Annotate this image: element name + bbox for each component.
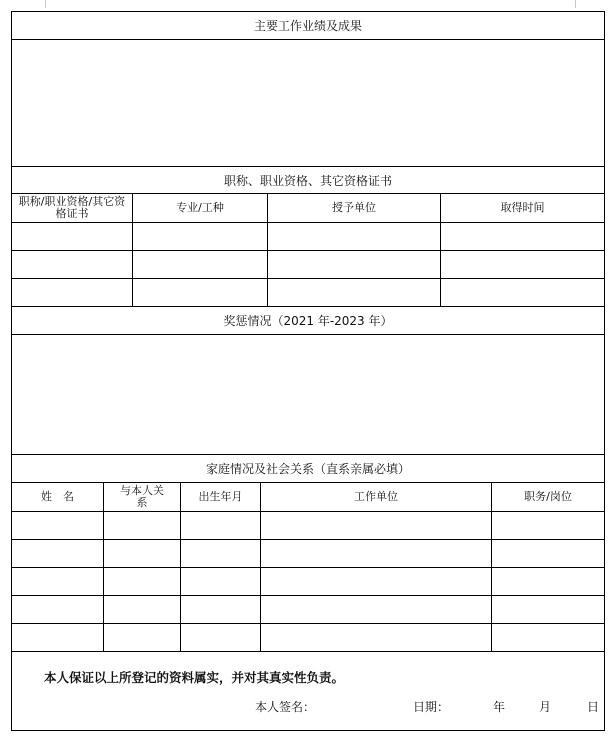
cert-cell-issuer[interactable]	[267, 251, 440, 278]
family-col-workplace: 工作单位	[260, 483, 491, 511]
family-cell-workplace[interactable]	[260, 568, 491, 595]
family-cell-name[interactable]	[12, 624, 103, 651]
family-cell-name[interactable]	[12, 596, 103, 623]
family-cell-birth[interactable]	[180, 624, 260, 651]
table-row	[12, 595, 604, 623]
achievements-content-area[interactable]	[12, 39, 604, 166]
cert-cell-issuer[interactable]	[267, 279, 440, 306]
family-col-name: 姓 名	[41, 490, 74, 503]
awards-content-area[interactable]	[12, 334, 604, 454]
family-cell-position[interactable]	[491, 540, 604, 567]
family-cell-birth[interactable]	[180, 596, 260, 623]
table-row	[12, 567, 604, 595]
page-corner-mark-right	[575, 0, 576, 8]
achievements-title: 主要工作业绩及成果	[253, 19, 362, 33]
family-cell-position[interactable]	[491, 512, 604, 539]
cert-cell-date[interactable]	[440, 223, 604, 250]
family-cell-birth[interactable]	[180, 540, 260, 567]
cert-cell-major[interactable]	[132, 223, 267, 250]
family-cell-birth[interactable]	[180, 568, 260, 595]
family-col-relation: 与本人关系	[103, 483, 180, 511]
family-cell-name[interactable]	[12, 540, 103, 567]
cert-col-date: 取得时间	[440, 194, 604, 222]
achievements-header	[12, 12, 604, 39]
family-column-headers	[12, 482, 604, 511]
table-row	[12, 222, 604, 250]
family-cell-workplace[interactable]	[260, 624, 491, 651]
cert-cell-date[interactable]	[440, 279, 604, 306]
family-cell-birth[interactable]	[180, 512, 260, 539]
cert-cell-major[interactable]	[132, 251, 267, 278]
family-cell-position[interactable]	[491, 568, 604, 595]
page-corner-mark-left	[45, 0, 46, 8]
awards-title: 奖惩情况（2021 年-2023 年）	[223, 314, 393, 328]
certificates-title: 职称、职业资格、其它资格证书	[223, 173, 392, 188]
signature-field[interactable]	[320, 698, 410, 712]
cert-cell-date[interactable]	[440, 251, 604, 278]
table-row	[12, 250, 604, 278]
family-cell-relation[interactable]	[103, 512, 180, 539]
declaration-section	[12, 651, 604, 730]
cert-cell-issuer[interactable]	[267, 223, 440, 250]
family-cell-relation[interactable]	[103, 596, 180, 623]
cert-cell-title[interactable]	[12, 251, 132, 278]
table-row	[12, 511, 604, 539]
day-label: 日	[587, 700, 600, 714]
family-cell-name[interactable]	[12, 568, 103, 595]
family-col-birth: 出生年月	[180, 483, 260, 511]
family-cell-relation[interactable]	[103, 568, 180, 595]
cert-cell-title[interactable]	[12, 223, 132, 250]
month-label: 月	[539, 700, 552, 714]
table-row	[12, 278, 604, 306]
table-row	[12, 539, 604, 567]
family-cell-relation[interactable]	[103, 540, 180, 567]
signature-label: 本人签名：	[255, 700, 316, 714]
family-cell-name[interactable]	[12, 512, 103, 539]
family-header	[12, 454, 604, 482]
date-label: 日期：	[413, 700, 450, 714]
family-title: 家庭情况及社会关系（直系亲属必填）	[205, 462, 410, 476]
family-cell-workplace[interactable]	[260, 540, 491, 567]
certificates-header	[12, 166, 604, 193]
cert-col-issuer: 授予单位	[267, 194, 440, 222]
certificates-column-headers	[12, 193, 604, 222]
family-cell-relation[interactable]	[103, 624, 180, 651]
family-col-position: 职务/岗位	[491, 483, 604, 511]
family-cell-workplace[interactable]	[260, 596, 491, 623]
declaration-statement: 本人保证以上所登记的资料属实，并对其真实性负责。	[44, 670, 345, 685]
year-label: 年	[493, 700, 506, 714]
table-row	[12, 623, 604, 651]
awards-header	[12, 306, 604, 334]
cert-cell-major[interactable]	[132, 279, 267, 306]
family-cell-position[interactable]	[491, 596, 604, 623]
cert-cell-title[interactable]	[12, 279, 132, 306]
cert-col-title: 职称/职业资格/其它资格证书	[18, 195, 126, 220]
form-table	[11, 11, 605, 731]
family-cell-position[interactable]	[491, 624, 604, 651]
cert-col-major: 专业/工种	[132, 194, 267, 222]
family-cell-workplace[interactable]	[260, 512, 491, 539]
